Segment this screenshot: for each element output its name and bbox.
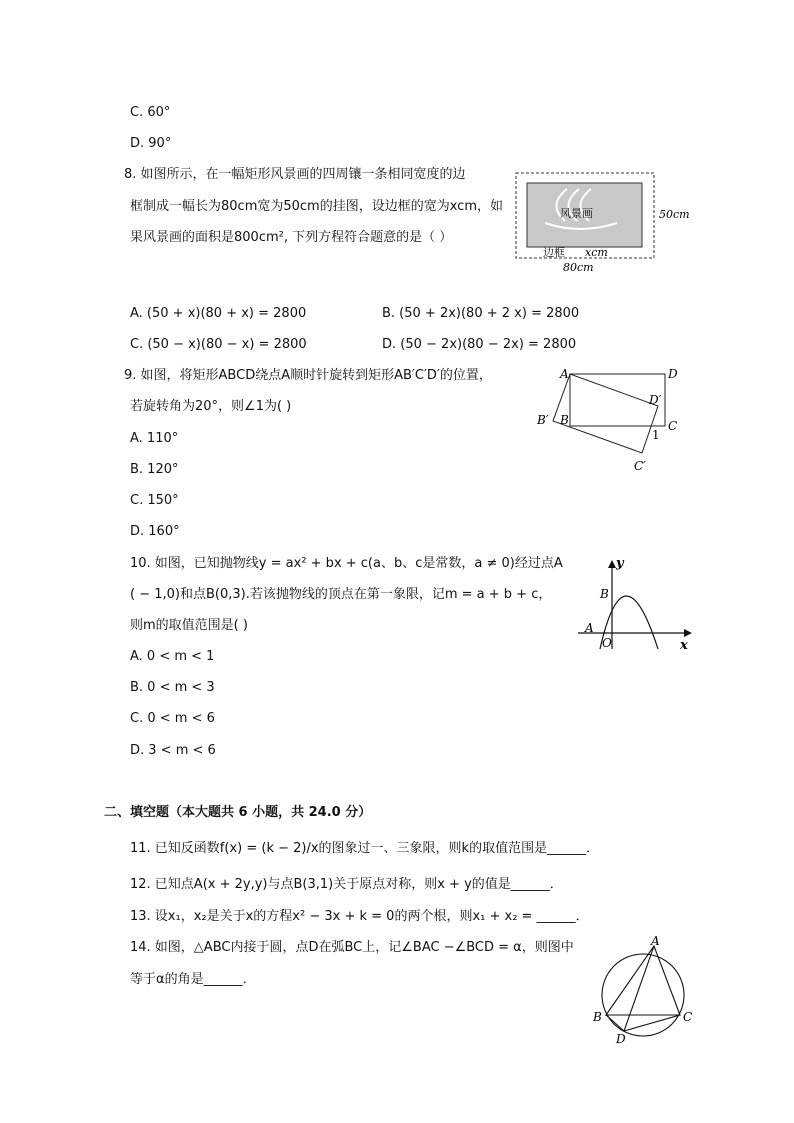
segment-ad bbox=[624, 946, 654, 1031]
q8-stem-line2: 框制成一幅长为80cm宽为50cm的挂图，设边框的宽为xcm，如 bbox=[130, 199, 503, 214]
label-b: B bbox=[600, 587, 609, 601]
label-b2: B′ bbox=[537, 413, 549, 427]
q8-option-b: B. (50 + 2x)(80 + 2 x) = 2800 bbox=[382, 306, 580, 321]
q11-text: 11. 已知反函数f(x) = (k − 2)/x的图象过一、三象限，则k的取值范围是______． bbox=[130, 841, 600, 856]
q9-option-a: A. 110° bbox=[130, 431, 179, 446]
q10-stem-line1: 10. 如图，已知抛物线y = ax² + bx + c(a、b、c是常数，a ≠ 0)经过点A bbox=[130, 556, 563, 571]
q14-figure bbox=[588, 935, 698, 1047]
q10-option-a: A. 0 < m < 1 bbox=[130, 649, 215, 664]
width-label: 80cm bbox=[563, 261, 594, 274]
q8-option-c: C. (50 − x)(80 − x) = 2800 bbox=[130, 337, 307, 352]
label-x: x bbox=[680, 638, 688, 653]
circumcircle bbox=[602, 954, 684, 1036]
label-d2: D′ bbox=[649, 393, 662, 407]
label-b: B bbox=[593, 1010, 602, 1024]
label-c: C bbox=[668, 419, 678, 433]
q10-option-b: B. 0 < m < 3 bbox=[130, 680, 215, 695]
section-heading-fill-in: 二、填空题（本大题共 6 小题，共 24.0 分） bbox=[104, 805, 372, 820]
label-c: C bbox=[683, 1010, 693, 1024]
triangle-abc bbox=[606, 946, 680, 1015]
q8-figure bbox=[505, 165, 705, 280]
painting-label: 风景画 bbox=[560, 207, 593, 220]
x-axis-arrow bbox=[684, 629, 692, 637]
label-d: D bbox=[616, 1032, 626, 1046]
segment-bd bbox=[606, 1015, 624, 1031]
q8-stem-line3: 果风景画的面积是800cm², 下列方程符合题意的是（ ） bbox=[130, 230, 453, 245]
q9-option-b: B. 120° bbox=[130, 462, 179, 477]
q10-option-c: C. 0 < m < 6 bbox=[130, 711, 215, 726]
label-a: A bbox=[585, 621, 594, 635]
label-d: D bbox=[668, 367, 678, 381]
q10-option-d: D. 3 < m < 6 bbox=[130, 743, 216, 758]
q9-figure bbox=[530, 362, 690, 477]
q14-stem-line2: 等于α的角是______． bbox=[130, 972, 256, 987]
q9-stem-line2: 若旋转角为20°，则∠1为( ) bbox=[130, 399, 292, 414]
height-label: 50cm bbox=[659, 208, 690, 221]
label-a: A bbox=[651, 935, 660, 948]
y-axis-arrow bbox=[608, 560, 616, 568]
label-o: O bbox=[602, 636, 612, 650]
segment-dc bbox=[624, 1015, 680, 1031]
label-c2: C′ bbox=[634, 459, 646, 473]
q7-option-d: D. 90° bbox=[130, 136, 172, 151]
label-y: y bbox=[616, 556, 624, 571]
label-a: A bbox=[560, 367, 569, 381]
q10-stem-line2: ( − 1,0)和点B(0,3).若该抛物线的顶点在第一象限，记m = a + b + c， bbox=[130, 587, 552, 602]
q10-figure bbox=[572, 553, 697, 653]
q8-option-a: A. (50 + x)(80 + x) = 2800 bbox=[130, 306, 307, 321]
q13-text: 13. 设x₁，x₂是关于x的方程x² − 3x + k = 0的两个根，则x₁ + x₂ = ______． bbox=[130, 909, 589, 924]
q8-option-d: D. (50 − 2x)(80 − 2x) = 2800 bbox=[382, 337, 577, 352]
label-b: B bbox=[560, 413, 569, 427]
q10-stem-line3: 则m的取值范围是( ) bbox=[130, 618, 248, 633]
border-label: 边框 bbox=[543, 246, 565, 259]
q7-option-c: C. 60° bbox=[130, 105, 171, 120]
q9-option-c: C. 150° bbox=[130, 493, 179, 508]
label-angle-1: 1 bbox=[652, 428, 660, 442]
q14-stem-line1: 14. 如图，△ABC内接于圆，点D在弧BC上，记∠BAC −∠BCD = α，则图中 bbox=[130, 940, 574, 955]
border-width-label: xcm bbox=[585, 246, 608, 259]
q12-text: 12. 已知点A(x + 2y,y)与点B(3,1)关于原点对称，则x + y的值是______． bbox=[130, 877, 563, 892]
q9-stem-line1: 9. 如图，将矩形ABCD绕点A顺时针旋转到矩形AB′C′D′的位置， bbox=[124, 368, 492, 383]
q9-option-d: D. 160° bbox=[130, 524, 180, 539]
q8-stem-line1: 8. 如图所示，在一幅矩形风景画的四周镶一条相同宽度的边 bbox=[124, 167, 466, 182]
